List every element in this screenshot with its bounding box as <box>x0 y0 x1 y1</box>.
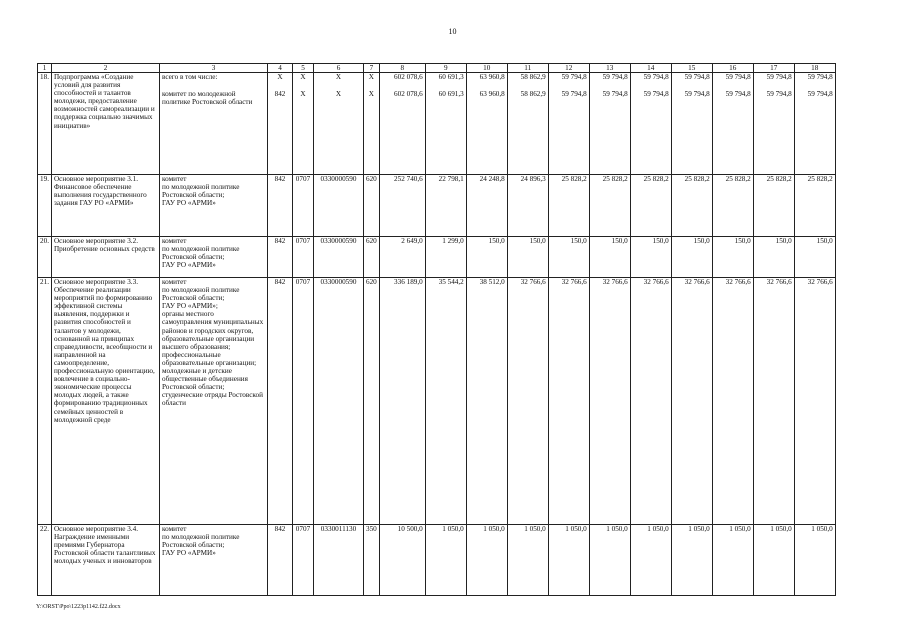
csr-cell: 0330000590 <box>313 237 363 278</box>
year-cell: 1 050,0 <box>630 525 671 596</box>
year-cell: 32 766,6 <box>753 278 794 525</box>
vr-cell: 350 <box>363 525 379 596</box>
header-row <box>38 64 836 73</box>
grbs-cell: 842 <box>267 237 292 278</box>
rzpr-cell: 0707 <box>292 278 313 525</box>
year-cell: 35 544,2 <box>425 278 466 525</box>
year-cell: 63 960,8 63 960,8 <box>466 73 507 175</box>
year-cell: 150,0 <box>589 237 630 278</box>
rzpr-cell: 0707 <box>292 237 313 278</box>
grbs-cell: 842 <box>267 525 292 596</box>
year-cell: 150,0 <box>671 237 712 278</box>
year-cell: 1 050,0 <box>671 525 712 596</box>
year-cell: 25 828,2 <box>794 175 835 237</box>
year-cell: 32 766,6 <box>507 278 548 525</box>
page-number: 10 <box>448 27 457 36</box>
header-cell: 1 <box>38 64 52 73</box>
row-name: Основное мероприятие 3.3. Обеспечение реализации мероприятий по формированию эффективной системы выявления, поддержки и развития способностей и талантов у молодежи, основанной на принципах справедливости, всеобщности и направленной на самоопределение, профессиональную ориентацию, вовлечение в социально-экономические процессы молодых людей, а также формированию традиционных семейных ценностей в молодежной среде <box>51 278 159 525</box>
total-cell: 602 078,6 602 078,6 <box>379 73 425 175</box>
header-cell: 3 <box>159 64 267 73</box>
year-cell: 150,0 <box>753 237 794 278</box>
table-row <box>38 237 836 278</box>
header-cell: 5 <box>292 64 313 73</box>
header-cell: 9 <box>425 64 466 73</box>
year-cell: 59 794,8 59 794,8 <box>589 73 630 175</box>
row-name: Подпрограмма «Создание условий для развития способностей и талантов молодежи, предоставление возможностей самореализации и поддержка социально значимых инициатив» <box>51 73 159 175</box>
year-cell: 25 828,2 <box>589 175 630 237</box>
year-cell: 1 050,0 <box>507 525 548 596</box>
table-row <box>38 175 836 237</box>
header-cell: 14 <box>630 64 671 73</box>
year-cell: 1 050,0 <box>589 525 630 596</box>
year-cell: 32 766,6 <box>548 278 589 525</box>
year-cell: 1 050,0 <box>425 525 466 596</box>
csr-cell: Х Х <box>313 73 363 175</box>
year-cell: 32 766,6 <box>671 278 712 525</box>
year-cell: 25 828,2 <box>671 175 712 237</box>
year-cell: 150,0 <box>794 237 835 278</box>
header-cell: 8 <box>379 64 425 73</box>
vr-cell: 620 <box>363 237 379 278</box>
year-cell: 25 828,2 <box>548 175 589 237</box>
row-name: Основное мероприятие 3.1. Финансовое обеспечение выполнения государственного задания ГАУ РО «АРМИ» <box>51 175 159 237</box>
csr-cell: 0330000590 <box>313 175 363 237</box>
year-cell: 38 512,0 <box>466 278 507 525</box>
year-cell: 150,0 <box>630 237 671 278</box>
row-name: Основное мероприятие 3.4. Награждение именными премиями Губернатора Ростовской области талантливых молодых ученых и инноваторов <box>51 525 159 596</box>
year-cell: 25 828,2 <box>712 175 753 237</box>
year-cell: 1 299,0 <box>425 237 466 278</box>
header-cell: 18 <box>794 64 835 73</box>
year-cell: 32 766,6 <box>712 278 753 525</box>
year-cell: 150,0 <box>548 237 589 278</box>
row-executor: комитет по молодежной политике Ростовской области; ГАУ РО «АРМИ» <box>159 175 267 237</box>
row-name: Основное мероприятие 3.2. Приобретение основных средств <box>51 237 159 278</box>
executor-line: комитет по молодежной политике Ростовской области <box>161 90 253 107</box>
row-number: 22. <box>38 525 52 596</box>
year-cell: 22 798,1 <box>425 175 466 237</box>
year-cell: 25 828,2 <box>630 175 671 237</box>
table-row <box>38 73 836 175</box>
footer-file-path: Y:\ORST\Ppo\1223p1142.f22.docx <box>36 604 121 610</box>
row-number: 19. <box>38 175 52 237</box>
header-cell: 6 <box>313 64 363 73</box>
rzpr-cell: Х Х <box>292 73 313 175</box>
header-cell: 4 <box>267 64 292 73</box>
grbs-cell: 842 <box>267 278 292 525</box>
grbs-cell: Х 842 <box>267 73 292 175</box>
total-cell: 10 500,0 <box>379 525 425 596</box>
header-cell: 7 <box>363 64 379 73</box>
year-cell: 32 766,6 <box>794 278 835 525</box>
header-cell: 12 <box>548 64 589 73</box>
header-cell: 13 <box>589 64 630 73</box>
year-cell: 1 050,0 <box>712 525 753 596</box>
row-number: 21. <box>38 278 52 525</box>
grbs-cell: 842 <box>267 175 292 237</box>
year-cell: 24 896,3 <box>507 175 548 237</box>
year-cell: 59 794,8 59 794,8 <box>548 73 589 175</box>
rzpr-cell: 0707 <box>292 525 313 596</box>
header-cell: 17 <box>753 64 794 73</box>
header-cell: 15 <box>671 64 712 73</box>
total-cell: 2 649,0 <box>379 237 425 278</box>
vr-cell: 620 <box>363 278 379 525</box>
year-cell: 60 691,3 60 691,3 <box>425 73 466 175</box>
header-cell: 10 <box>466 64 507 73</box>
executor-line: всего в том числе: <box>161 73 218 81</box>
csr-cell: 0330011130 <box>313 525 363 596</box>
year-cell: 59 794,8 59 794,8 <box>753 73 794 175</box>
year-cell: 32 766,6 <box>589 278 630 525</box>
header-cell: 16 <box>712 64 753 73</box>
table-row <box>38 525 836 596</box>
total-cell: 336 189,0 <box>379 278 425 525</box>
year-cell: 1 050,0 <box>466 525 507 596</box>
year-cell: 150,0 <box>507 237 548 278</box>
year-cell: 1 050,0 <box>753 525 794 596</box>
budget-table <box>37 63 836 596</box>
row-executor <box>159 73 267 175</box>
table-row <box>38 278 836 525</box>
year-cell: 1 050,0 <box>548 525 589 596</box>
year-cell: 25 828,2 <box>753 175 794 237</box>
rzpr-cell: 0707 <box>292 175 313 237</box>
year-cell: 150,0 <box>466 237 507 278</box>
year-cell: 1 050,0 <box>794 525 835 596</box>
row-executor: комитет по молодежной политике Ростовской области; ГАУ РО «АРМИ» <box>159 525 267 596</box>
year-cell: 59 794,8 59 794,8 <box>794 73 835 175</box>
vr-cell: 620 <box>363 175 379 237</box>
year-cell: 58 862,9 58 862,9 <box>507 73 548 175</box>
row-number: 20. <box>38 237 52 278</box>
vr-cell: Х Х <box>363 73 379 175</box>
year-cell: 59 794,8 59 794,8 <box>630 73 671 175</box>
year-cell: 59 794,8 59 794,8 <box>712 73 753 175</box>
row-executor: комитет по молодежной политике Ростовской области; ГАУ РО «АРМИ»; органы местного самоуправления муниципальных районов и городских округов, образовательные организации высшего образования; профессиональные образовательные организации; молодежные и детские общественные объединения Ростовской области; студенческие отряды Ростовской области <box>159 278 267 525</box>
row-executor: комитет по молодежной политике Ростовской области; ГАУ РО «АРМИ» <box>159 237 267 278</box>
row-number: 18. <box>38 73 52 175</box>
csr-cell: 0330000590 <box>313 278 363 525</box>
year-cell: 32 766,6 <box>630 278 671 525</box>
total-cell: 252 740,6 <box>379 175 425 237</box>
header-cell: 11 <box>507 64 548 73</box>
year-cell: 59 794,8 59 794,8 <box>671 73 712 175</box>
year-cell: 24 248,8 <box>466 175 507 237</box>
header-cell: 2 <box>51 64 159 73</box>
year-cell: 150,0 <box>712 237 753 278</box>
